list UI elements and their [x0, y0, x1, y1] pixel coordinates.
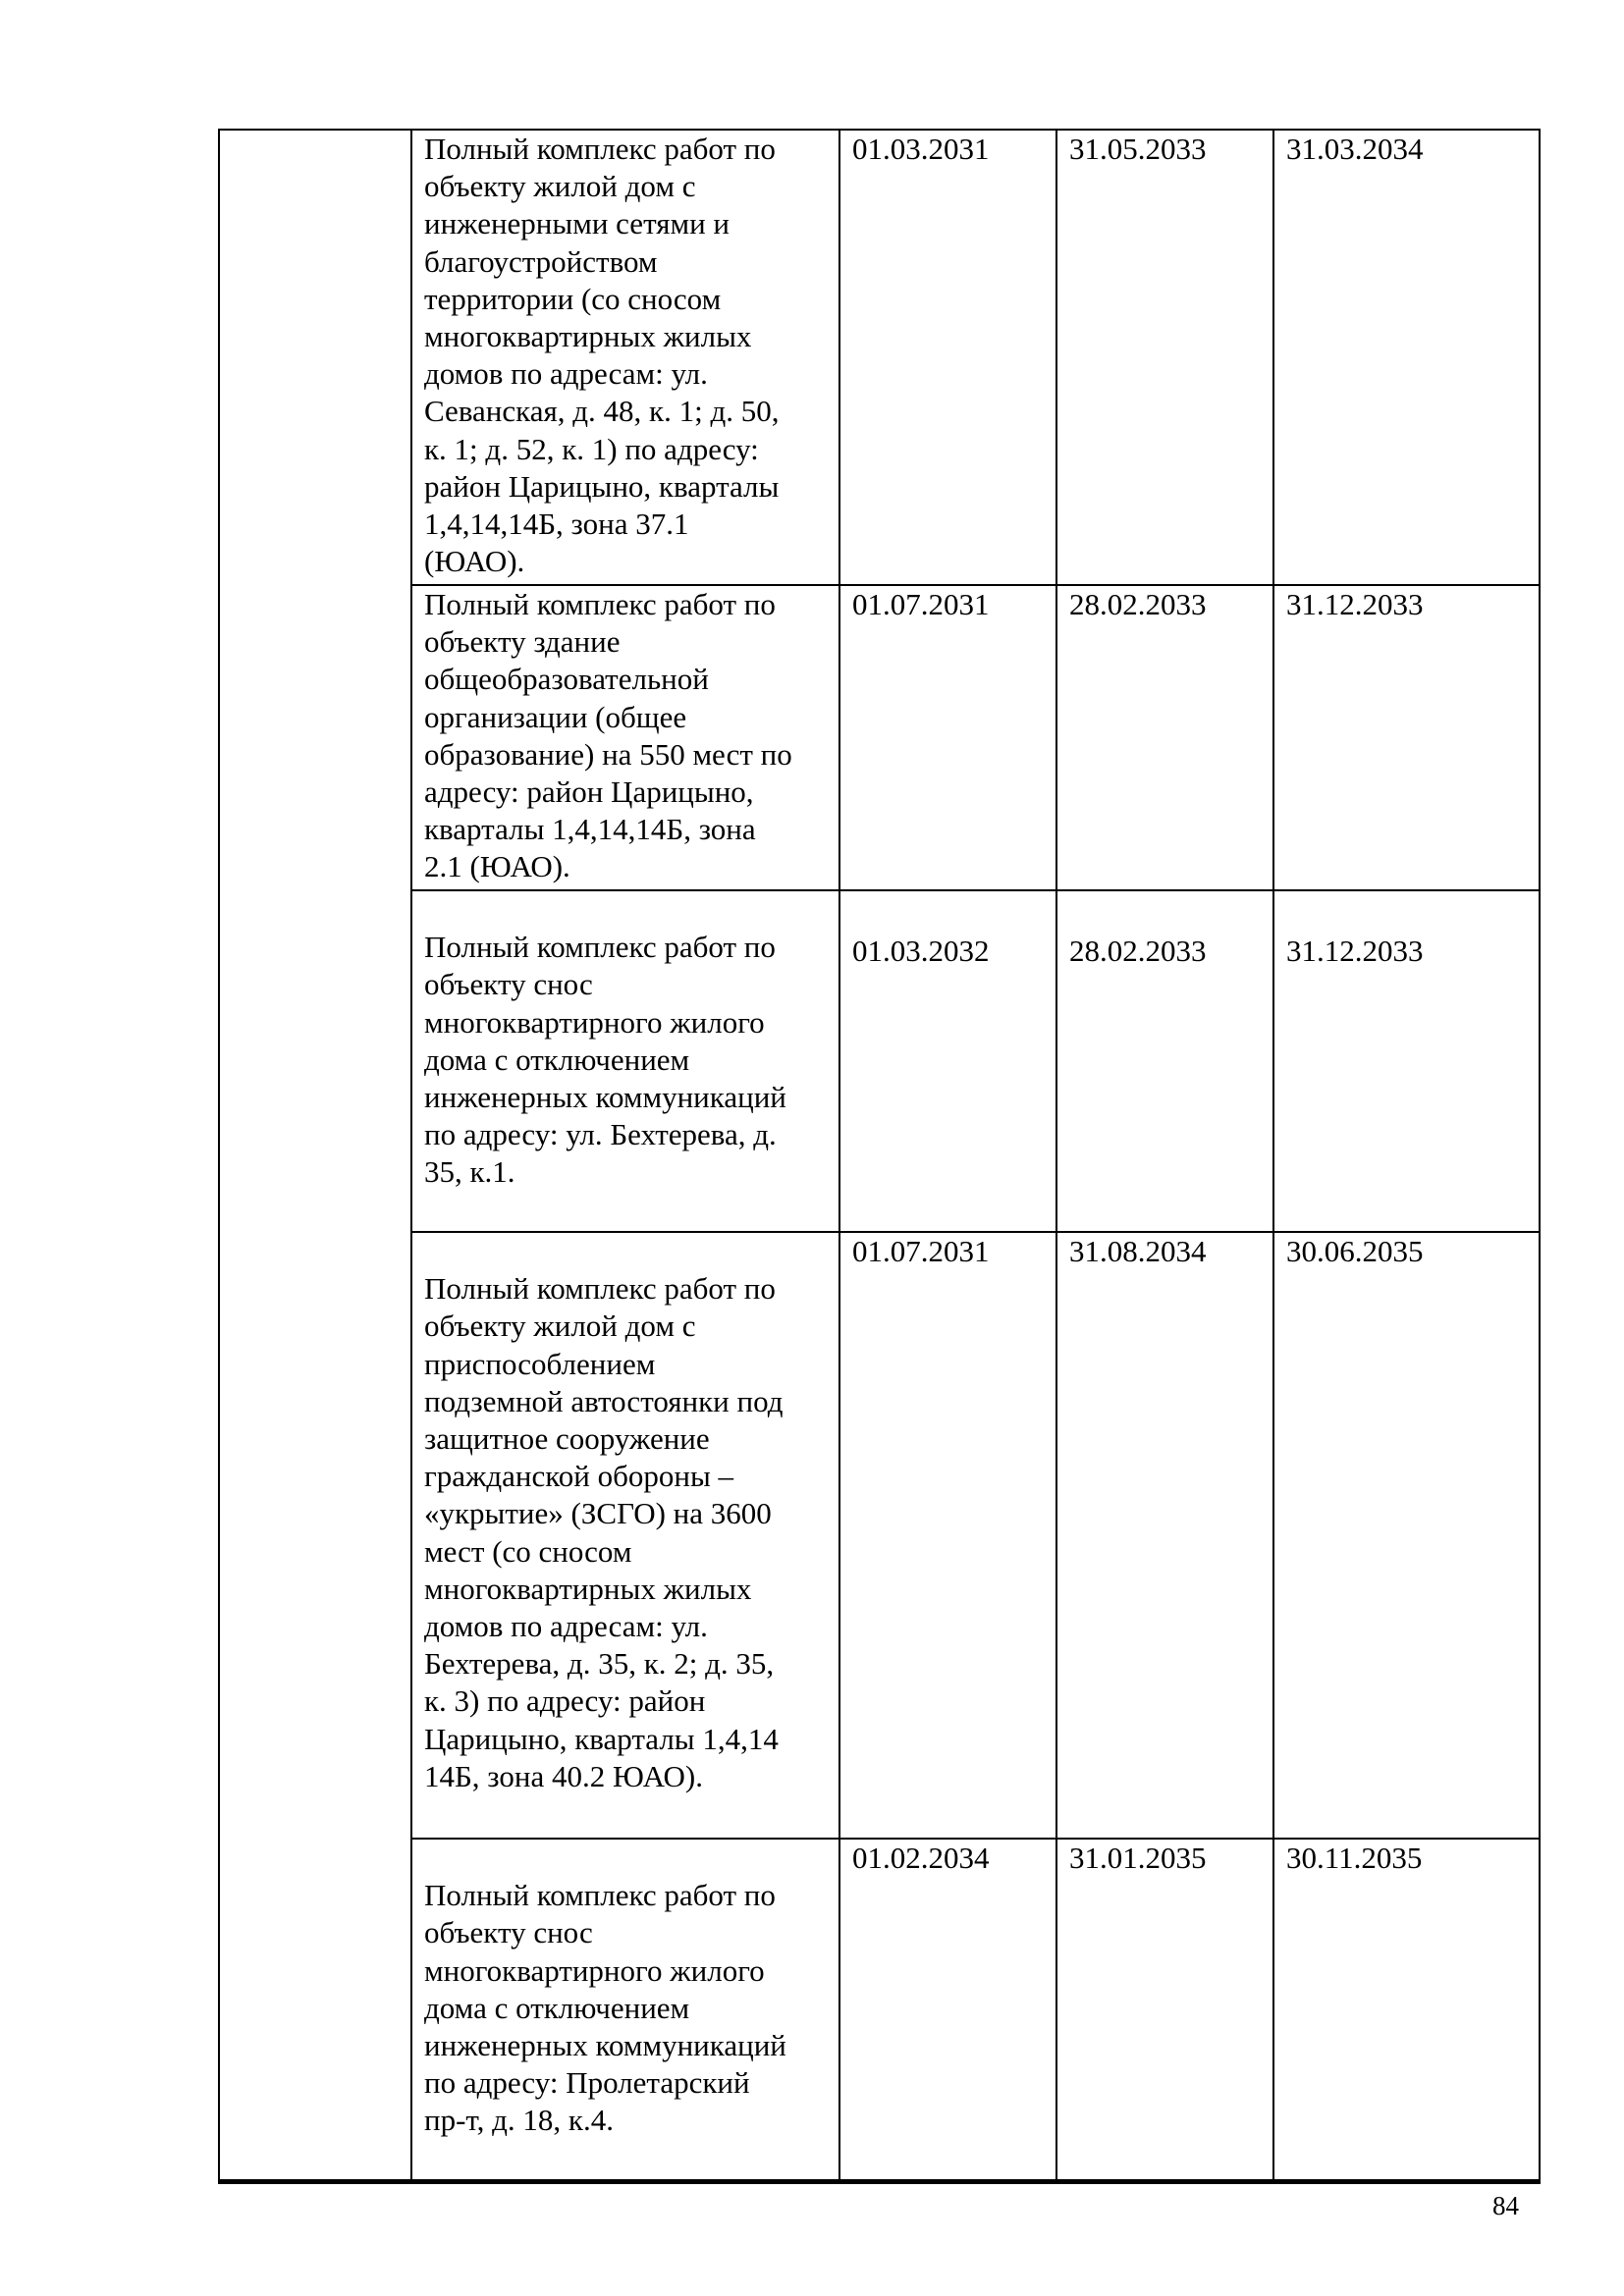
start-date-cell: 01.02.2034: [839, 1839, 1056, 2181]
table-row: [219, 890, 1540, 1232]
table-row: [219, 585, 1540, 890]
end-date-cell: 28.02.2033: [1056, 585, 1273, 890]
work-description-cell: Полный комплекс работ по объекту здание общеобразовательной организации (общее образование) на 550 мест по адресу: район Царицыно, кварталы 1,4,14,14Б, зона 2.1 (ЮАО).: [411, 585, 839, 890]
table-row: [219, 1839, 1540, 2181]
work-description-cell: Полный комплекс работ по объекту снос многоквартирного жилого дома с отключением инженерных коммуникаций по адресу: ул. Бехтерева, д. 35, к.1.: [411, 890, 839, 1232]
start-date-cell: 01.03.2031: [839, 130, 1056, 585]
page-number: 84: [1492, 2191, 1519, 2220]
start-date-cell: 01.03.2032: [839, 890, 1056, 1232]
end-date-cell: 31.05.2033: [1056, 130, 1273, 585]
completion-date-cell: 30.06.2035: [1273, 1232, 1540, 1839]
completion-date-cell: 30.11.2035: [1273, 1839, 1540, 2181]
work-description-cell: Полный комплекс работ по объекту снос многоквартирного жилого дома с отключением инженерных коммуникаций по адресу: Пролетарский пр-т, д. 18, к.4.: [411, 1839, 839, 2181]
end-date-cell: 28.02.2033: [1056, 890, 1273, 1232]
empty-first-column-cell: [219, 130, 411, 2181]
work-description-cell: Полный комплекс работ по объекту жилой дом с инженерными сетями и благоустройством территории (со сносом многоквартирных жилых домов по адресам: ул. Севанская, д. 48, к. 1; д. 50, к. 1; д. 52, к. 1) по адресу: район Царицыно, кварталы 1,4,14,14Б, зона 37.1 (ЮАО).: [411, 130, 839, 585]
start-date-cell: 01.07.2031: [839, 1232, 1056, 1839]
end-date-cell: 31.01.2035: [1056, 1839, 1273, 2181]
completion-date-cell: 31.12.2033: [1273, 585, 1540, 890]
end-date-cell: 31.08.2034: [1056, 1232, 1273, 1839]
work-description-cell: Полный комплекс работ по объекту жилой дом с приспособлением подземной автостоянки под защитное сооружение гражданской обороны – «укрытие» (ЗСГО) на 3600 мест (со сносом многоквартирных жилых домов по адресам: ул. Бехтерева, д. 35, к. 2; д. 35, к. 3) по адресу: район Царицыно, кварталы 1,4,14 14Б, зона 40.2 ЮАО).: [411, 1232, 839, 1839]
schedule-table: [218, 129, 1541, 2184]
table-row: [219, 1232, 1540, 1839]
completion-date-cell: 31.12.2033: [1273, 890, 1540, 1232]
start-date-cell: 01.07.2031: [839, 585, 1056, 890]
table-row: [219, 130, 1540, 585]
completion-date-cell: 31.03.2034: [1273, 130, 1540, 585]
